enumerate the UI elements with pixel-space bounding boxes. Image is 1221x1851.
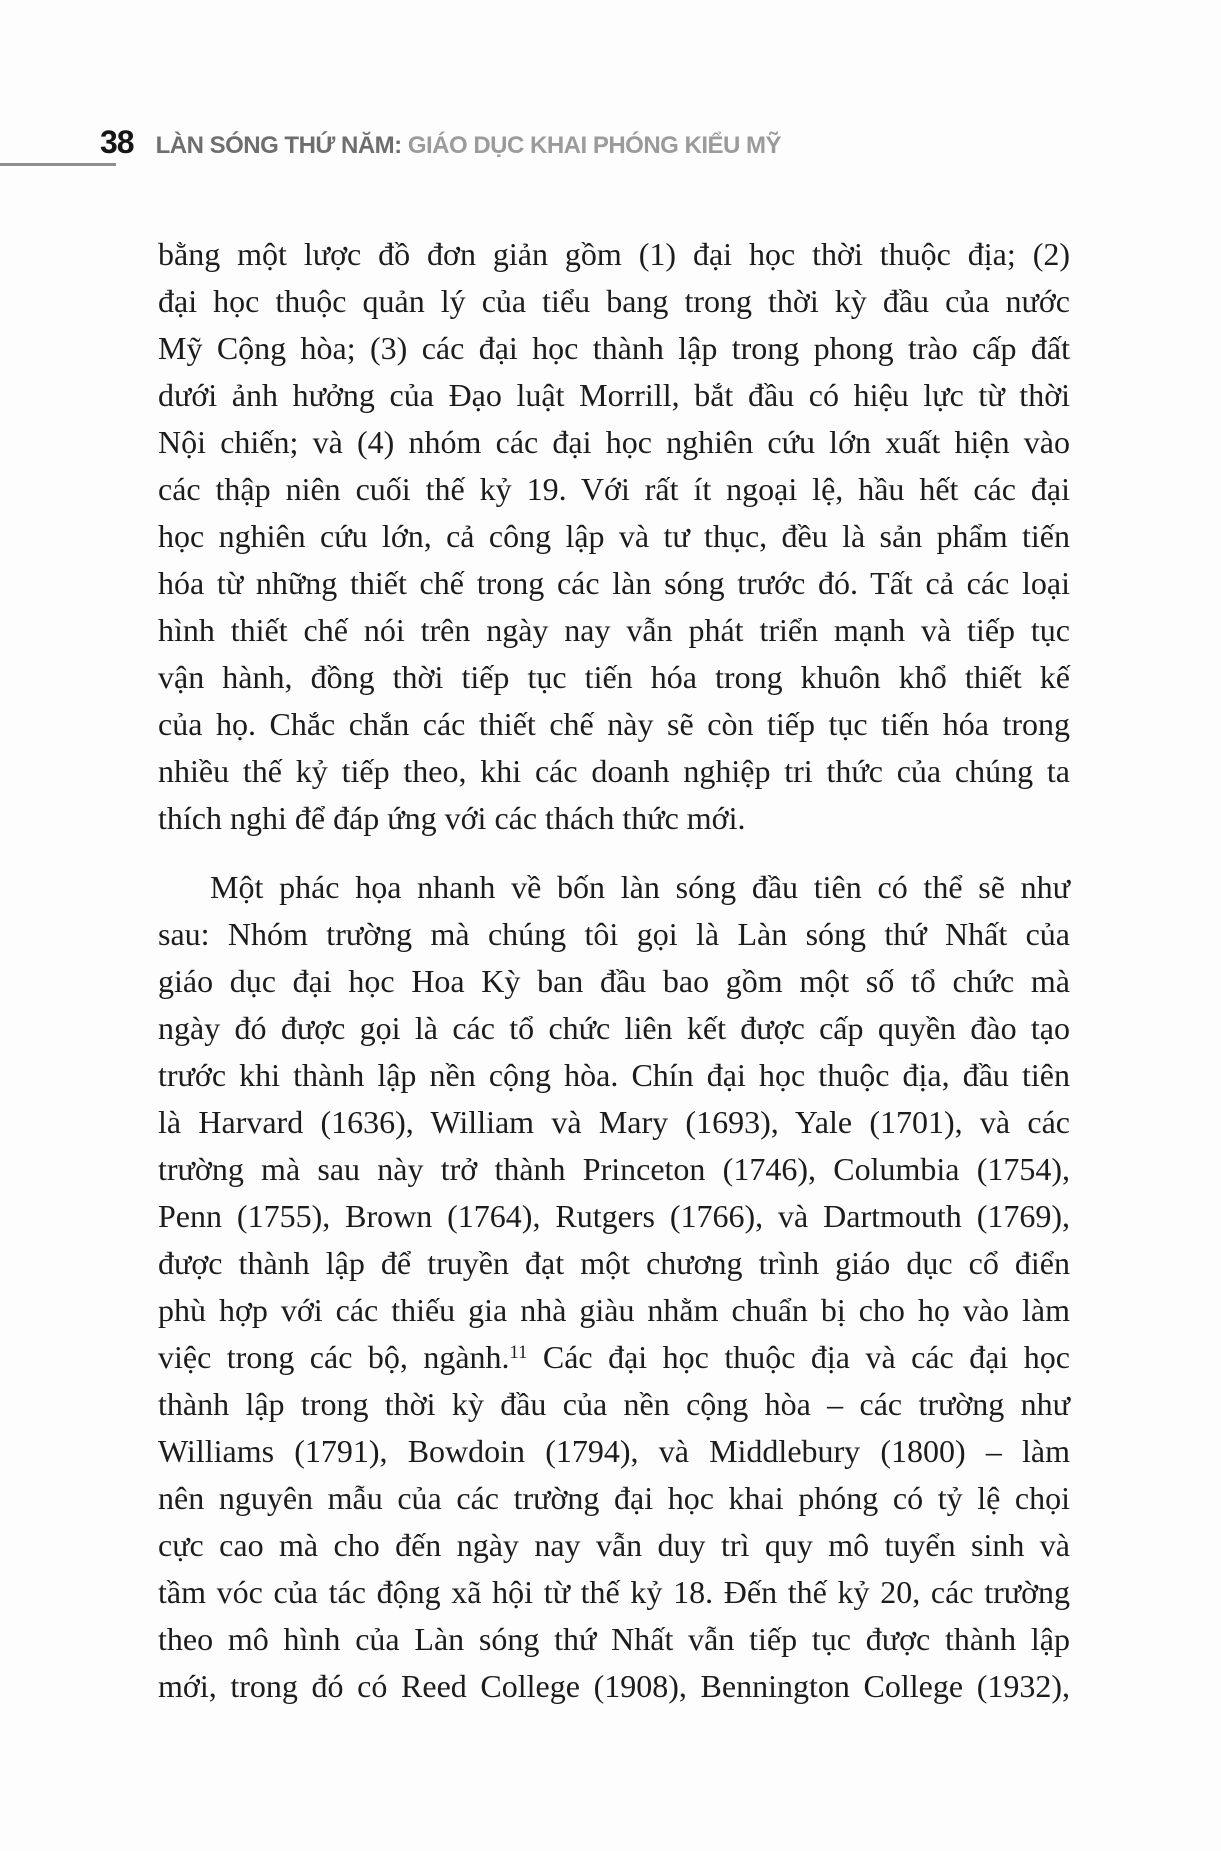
text-line: của họ. Chắc chắn các thiết chế này sẽ còn tiếp tục tiến hóa trong [158,706,1070,742]
text-line: dưới ảnh hưởng của Đạo luật Morrill, bắt đầu có hiệu lực từ thời [158,377,1070,413]
text-line: đại học thuộc quản lý của tiểu bang trong thời kỳ đầu của nước [158,283,1070,319]
running-title [156,132,781,160]
text-line: bằng một lược đồ đơn giản gồm (1) đại học thời thuộc địa; (2) [158,236,1070,272]
text-line: là Harvard (1636), William và Mary (1693), Yale (1701), và các [158,1104,1070,1140]
running-header [100,124,781,161]
running-title-subtitle: GIÁO DỤC KHAI PHÓNG KIỂU MỸ [401,132,782,159]
text-line: nhiều thế kỷ tiếp theo, khi các doanh nghiệp tri thức của chúng ta [158,753,1070,789]
text-line: Penn (1755), Brown (1764), Rutgers (1766), và Dartmouth (1769), [158,1198,1070,1234]
text-line: Mỹ Cộng hòa; (3) các đại học thành lập trong phong trào cấp đất [158,330,1070,366]
text-line: hình thiết chế nói trên ngày nay vẫn phát triển mạnh và tiếp tục [158,612,1070,648]
paragraph [158,864,1070,1710]
text-line: sau: Nhóm trường mà chúng tôi gọi là Làn sóng thứ Nhất của [158,916,1070,952]
text-line [158,1334,1070,1381]
text-line: ngày đó được gọi là các tổ chức liên kết được cấp quyền đào tạo [158,1010,1070,1046]
text-line: hóa từ những thiết chế trong các làn sóng trước đó. Tất cả các loại [158,565,1070,601]
running-title-series: LÀN SÓNG THỨ NĂM: [155,132,402,159]
page-number: 38 [100,124,134,160]
text-line: mới, trong đó có Reed College (1908), Bennington College (1932), [158,1668,1070,1704]
text-line: Một phác họa nhanh về bốn làn sóng đầu tiên có thể sẽ như [210,869,1070,905]
text-line: trường mà sau này trở thành Princeton (1746), Columbia (1754), [158,1151,1070,1187]
text-line: nên nguyên mẫu của các trường đại học khai phóng có tỷ lệ chọi [158,1480,1070,1516]
paragraph [158,231,1070,842]
text-line: Nội chiến; và (4) nhóm các đại học nghiên cứu lớn xuất hiện vào [158,424,1070,460]
text-block [158,231,1070,1710]
footnote-reference: 11 [509,1341,528,1363]
text-line: phù hợp với các thiếu gia nhà giàu nhằm chuẩn bị cho họ vào làm [158,1292,1070,1328]
text-segment: việc trong các bộ, ngành. [158,1339,510,1375]
text-line: thành lập trong thời kỳ đầu của nền cộng hòa – các trường như [158,1386,1070,1422]
text-line: vận hành, đồng thời tiếp tục tiến hóa trong khuôn khổ thiết kế [158,659,1070,695]
header-rule-line [0,163,116,166]
text-line: thích nghi để đáp ứng với các thách thức mới. [158,800,746,836]
text-line: giáo dục đại học Hoa Kỳ ban đầu bao gồm một số tổ chức mà [158,963,1070,999]
text-segment: Các đại học thuộc địa và các đại học [527,1339,1071,1375]
text-line: tầm vóc của tác động xã hội từ thế kỷ 18. Đến thế kỷ 20, các trường [158,1574,1070,1610]
text-line: trước khi thành lập nền cộng hòa. Chín đại học thuộc địa, đầu tiên [158,1057,1070,1093]
text-line: được thành lập để truyền đạt một chương trình giáo dục cổ điển [158,1245,1070,1281]
text-line: các thập niên cuối thế kỷ 19. Với rất ít ngoại lệ, hầu hết các đại [158,471,1070,507]
text-line: học nghiên cứu lớn, cả công lập và tư thục, đều là sản phẩm tiến [158,518,1070,554]
text-line: Williams (1791), Bowdoin (1794), và Middlebury (1800) – làm [158,1433,1070,1469]
text-line: theo mô hình của Làn sóng thứ Nhất vẫn tiếp tục được thành lập [158,1621,1070,1657]
text-line: cực cao mà cho đến ngày nay vẫn duy trì quy mô tuyển sinh và [158,1527,1070,1563]
